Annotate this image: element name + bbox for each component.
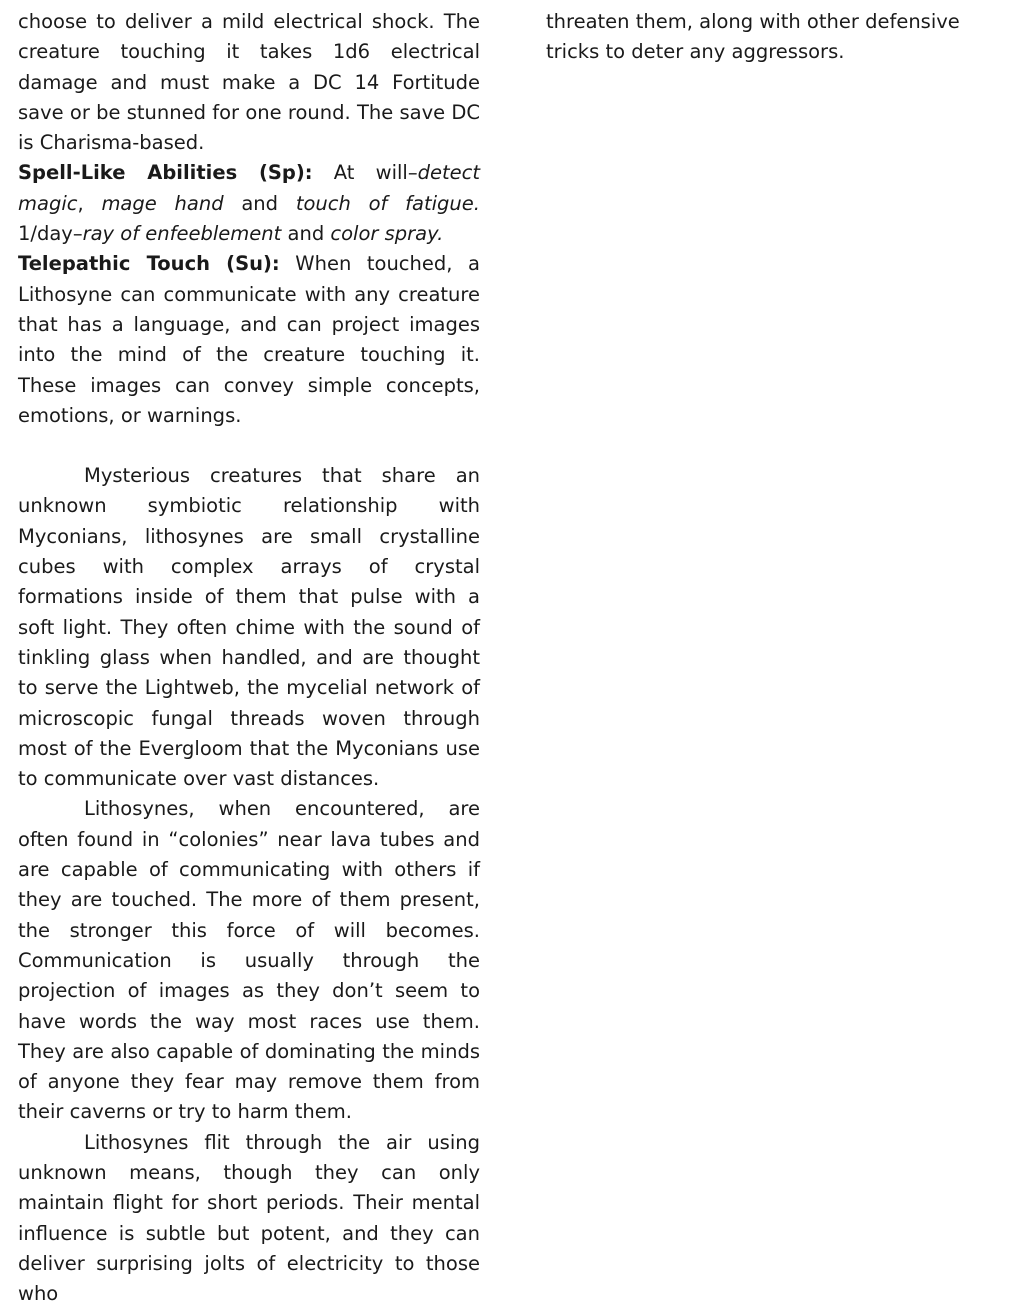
spell-separator: , [77, 191, 102, 215]
telepathic-touch-text: When touched, a Lithosyne can communicate with any creature that has a language, and can project images into the mind of the creature touching it. These images can convey simple concepts, emotions, or warnings. [18, 252, 480, 427]
spell-like-abilities-name: Spell-Like Abilities (Sp): [18, 161, 313, 185]
left-column [18, 7, 480, 1309]
description-paragraph-2: Lithosynes, when encountered, are often found in “colonies” near lava tubes and are capable of communicating with others if they are touched. The more of them present, the stronger this force of will becomes. Communication is usually through the projection of images as they don’t seem to have words the way most races use them. They are also capable of dominating the minds of anyone they fear may remove them from their caverns or try to harm them. [18, 797, 480, 1124]
spell-and-1: and [223, 191, 296, 215]
shock-ability-text: choose to deliver a mild electrical shock. The creature touching it takes 1d6 electrical damage and must make a DC 14 Fortitude save or be stunned for one round. The save DC is Charisma-based. [18, 10, 480, 155]
description-paragraph-3: Lithosynes flit through the air using unknown means, though they can only maintain flight for short periods. Their mental influence is subtle but potent, and they can deliver surprising jolts of electricity to those who [18, 1130, 480, 1306]
at-will-prefix: At will– [312, 161, 418, 185]
spell-like-abilities [18, 158, 480, 249]
description-paragraph-1: Mysterious creatures that share an unknown symbiotic relationship with Myconians, lithosynes are small crystalline cubes with complex arrays of crystal formations inside of them that pulse with a soft light. They often chime with the sound of tinkling glass when handled, and are thought to serve the Lightweb, the mycelial network of microscopic fungal threads woven through most of the Evergloom that the Myconians use to communicate over vast distances. [18, 464, 480, 791]
spell-ray-of-enfeeblement: ray of enfeeblement [82, 222, 282, 246]
spell-detect-magic: detect magic [18, 161, 480, 215]
telepathic-touch [18, 249, 480, 431]
right-column [546, 7, 1008, 68]
telepathic-touch-name: Telepathic Touch (Su): [18, 252, 280, 276]
spell-touch-of-fatigue: touch of fatigue. [295, 191, 480, 215]
spell-and-2: and [281, 222, 331, 246]
spell-mage-hand: mage hand [101, 191, 224, 215]
spell-color-spray: color spray. [330, 222, 444, 246]
per-day-prefix: 1/day– [18, 222, 83, 246]
continuation-paragraph: threaten them, along with other defensive tricks to deter any aggressors. [546, 10, 960, 64]
